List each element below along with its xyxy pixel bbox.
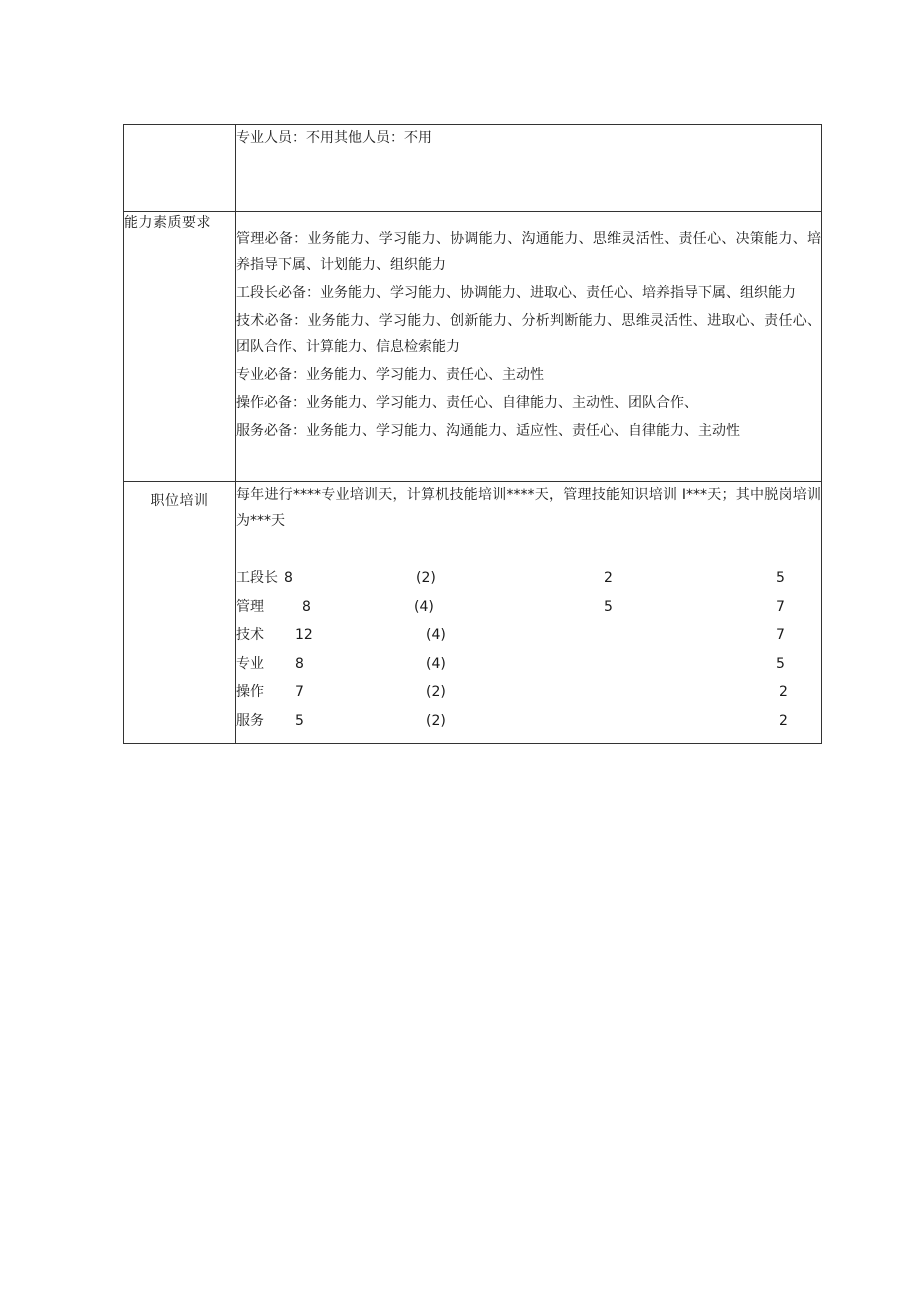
training-value-c: 2 (604, 570, 613, 586)
training-grid (236, 564, 821, 735)
training-value-a: 8 (302, 598, 311, 615)
requirement-operation: 操作必备：业务能力、学习能力、责任心、自律能力、主动性、团队合作、 (236, 395, 698, 411)
requirement-technical: 技术必备：业务能力、学习能力、创新能力、分析判断能力、思维灵活性、进取心、责任心、团队合作、计算能力、信息检索能力 (236, 313, 821, 355)
competency-label: 能力素质要求 (124, 212, 236, 482)
training-value-a: 12 (295, 627, 313, 643)
training-value-b: (4) (426, 655, 446, 672)
training-value-b: (4) (426, 627, 446, 643)
training-value-a: 8 (284, 570, 293, 586)
personnel-content-cell (236, 125, 822, 212)
personnel-row (124, 125, 822, 212)
training-content-cell (236, 482, 822, 744)
training-row-technical (236, 621, 821, 650)
training-intro: 每年进行****专业培训天，计算机技能培训****天，管理技能知识培训 I***天；其中脱岗培训为***天 (236, 487, 821, 529)
training-row-service (236, 707, 821, 736)
training-value-a: 8 (295, 655, 304, 672)
training-role: 工段长 (236, 570, 278, 586)
training-value-b: (2) (426, 684, 446, 700)
training-value-a: 5 (295, 712, 304, 729)
requirement-professional: 专业必备：业务能力、学习能力、责任心、主动性 (236, 367, 544, 383)
training-row-management (236, 593, 821, 622)
training-value-b: (4) (414, 598, 434, 615)
requirement-management: 管理必备：业务能力、学习能力、协调能力、沟通能力、思维灵活性、责任心、决策能力、培养指导下属、计划能力、组织能力 (236, 231, 821, 273)
training-value-d: 5 (776, 655, 785, 672)
competency-content-cell (236, 212, 822, 482)
personnel-text: 专业人员：不用其他人员：不用 (236, 130, 432, 146)
training-value-a: 7 (295, 684, 304, 700)
training-row-operation (236, 678, 821, 707)
training-role: 操作 (236, 684, 264, 700)
training-row-professional (236, 650, 821, 679)
training-role: 专业 (236, 655, 264, 672)
training-value-d: 7 (776, 598, 785, 615)
training-role: 服务 (236, 712, 264, 729)
requirement-service: 服务必备：业务能力、学习能力、沟通能力、适应性、责任心、自律能力、主动性 (236, 423, 740, 439)
training-value-d: 2 (779, 712, 788, 729)
training-value-b: (2) (426, 712, 446, 729)
training-label: 职位培训 (124, 482, 236, 744)
job-description-table (123, 124, 822, 744)
training-value-c: 5 (604, 598, 613, 615)
training-role: 管理 (236, 598, 264, 615)
training-value-b: (2) (416, 570, 436, 586)
competency-row (124, 212, 822, 482)
training-role: 技术 (236, 627, 264, 643)
training-row-foreman (236, 564, 821, 593)
requirement-foreman: 工段长必备：业务能力、学习能力、协调能力、进取心、责任心、培养指导下属、组织能力 (236, 285, 796, 301)
training-value-d: 7 (776, 627, 785, 643)
personnel-label-cell (124, 125, 236, 212)
training-value-d: 5 (776, 570, 785, 586)
training-row (124, 482, 822, 744)
training-value-d: 2 (779, 684, 788, 700)
